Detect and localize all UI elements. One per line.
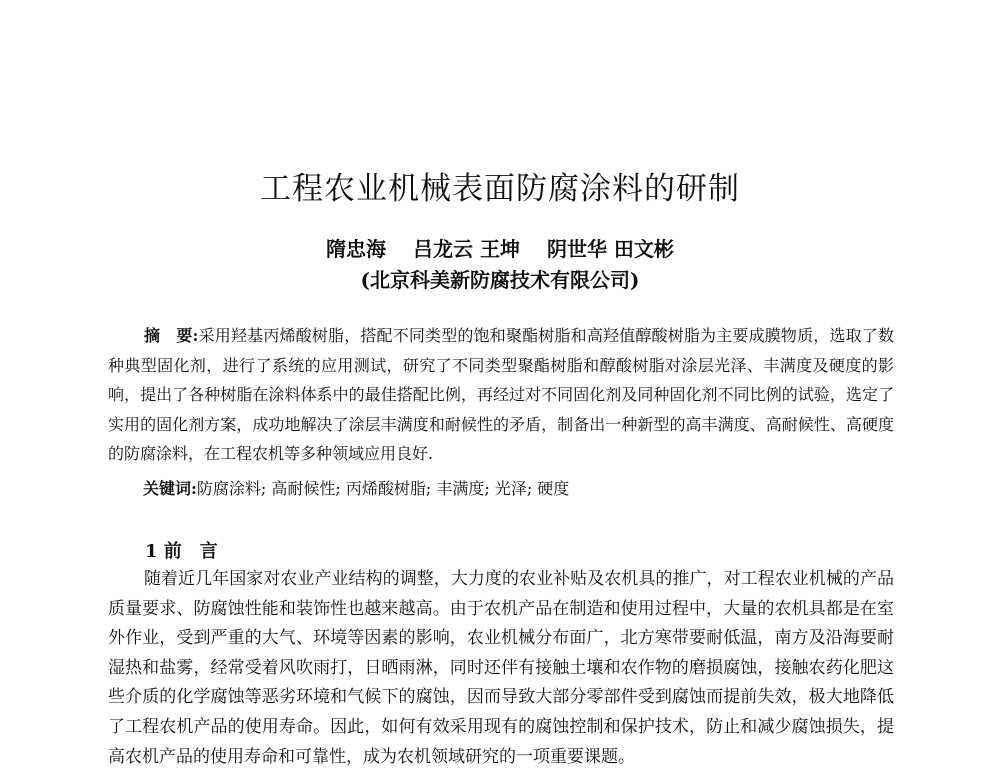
keywords-text: 防腐涂料; 高耐候性; 丙烯酸树脂; 丰满度; 光泽; 硬度 bbox=[196, 479, 570, 498]
author-affiliation: (北京科美新防腐技术有限公司) bbox=[360, 268, 640, 292]
abstract-label: 摘 要: bbox=[144, 326, 199, 345]
keywords bbox=[143, 474, 903, 503]
keywords-label: 关键词: bbox=[143, 479, 197, 498]
paper-title: 工程农业机械表面防腐涂料的研制 bbox=[260, 171, 740, 207]
abstract-text: 采用羟基丙烯酸树脂，搭配不同类型的饱和聚酯树脂和高羟值醇酸树脂为主要成膜物质，选取了数种典型固化剂，进行了系统的应用测试，研究了不同类型聚酯树脂和醇酸树脂对涂层光泽、丰满度及硬度的影响，提出了各种树脂在涂料体系中的最佳搭配比例，再经过对不同固化剂及同种固化剂不同比例的试验，选定了实用的固化剂方案，成功地解决了涂层丰满度和耐候性的矛盾，制备出一种新型的高丰满度、高耐候性、高硬度的防腐涂料，在工程农机等多种领域应用良好. bbox=[108, 326, 894, 464]
author-list: 隋忠海 吕龙云 王坤 阴世华 田文彬 bbox=[326, 237, 674, 261]
section-heading: 1 前 言 bbox=[145, 541, 218, 562]
abstract bbox=[108, 321, 894, 469]
body-paragraph: 随着近几年国家对农业产业结构的调整，大力度的农业补贴及农机具的推广，对工程农业机械的产品质量要求、防腐蚀性能和装饰性也越来越高。由于农机产品在制造和使用过程中，大量的农机具都是在室外作业，受到严重的大气、环境等因素的影响，农业机械分布面广，北方寒带要耐低温，南方及沿海要耐湿热和盐雾，经常受着风吹雨打，日晒雨淋，同时还伴有接触土壤和农作物的磨损腐蚀，接触农药化肥这些介质的化学腐蚀等恶劣环境和气候下的腐蚀，因而导致大部分零部件受到腐蚀而提前失效，极大地降低了工程农机产品的使用寿命。因此，如何有效采用现有的腐蚀控制和保护技术，防止和减少腐蚀损失，提高农机产品的使用寿命和可靠性，成为农机领域研究的一项重要课题。 bbox=[108, 569, 894, 767]
